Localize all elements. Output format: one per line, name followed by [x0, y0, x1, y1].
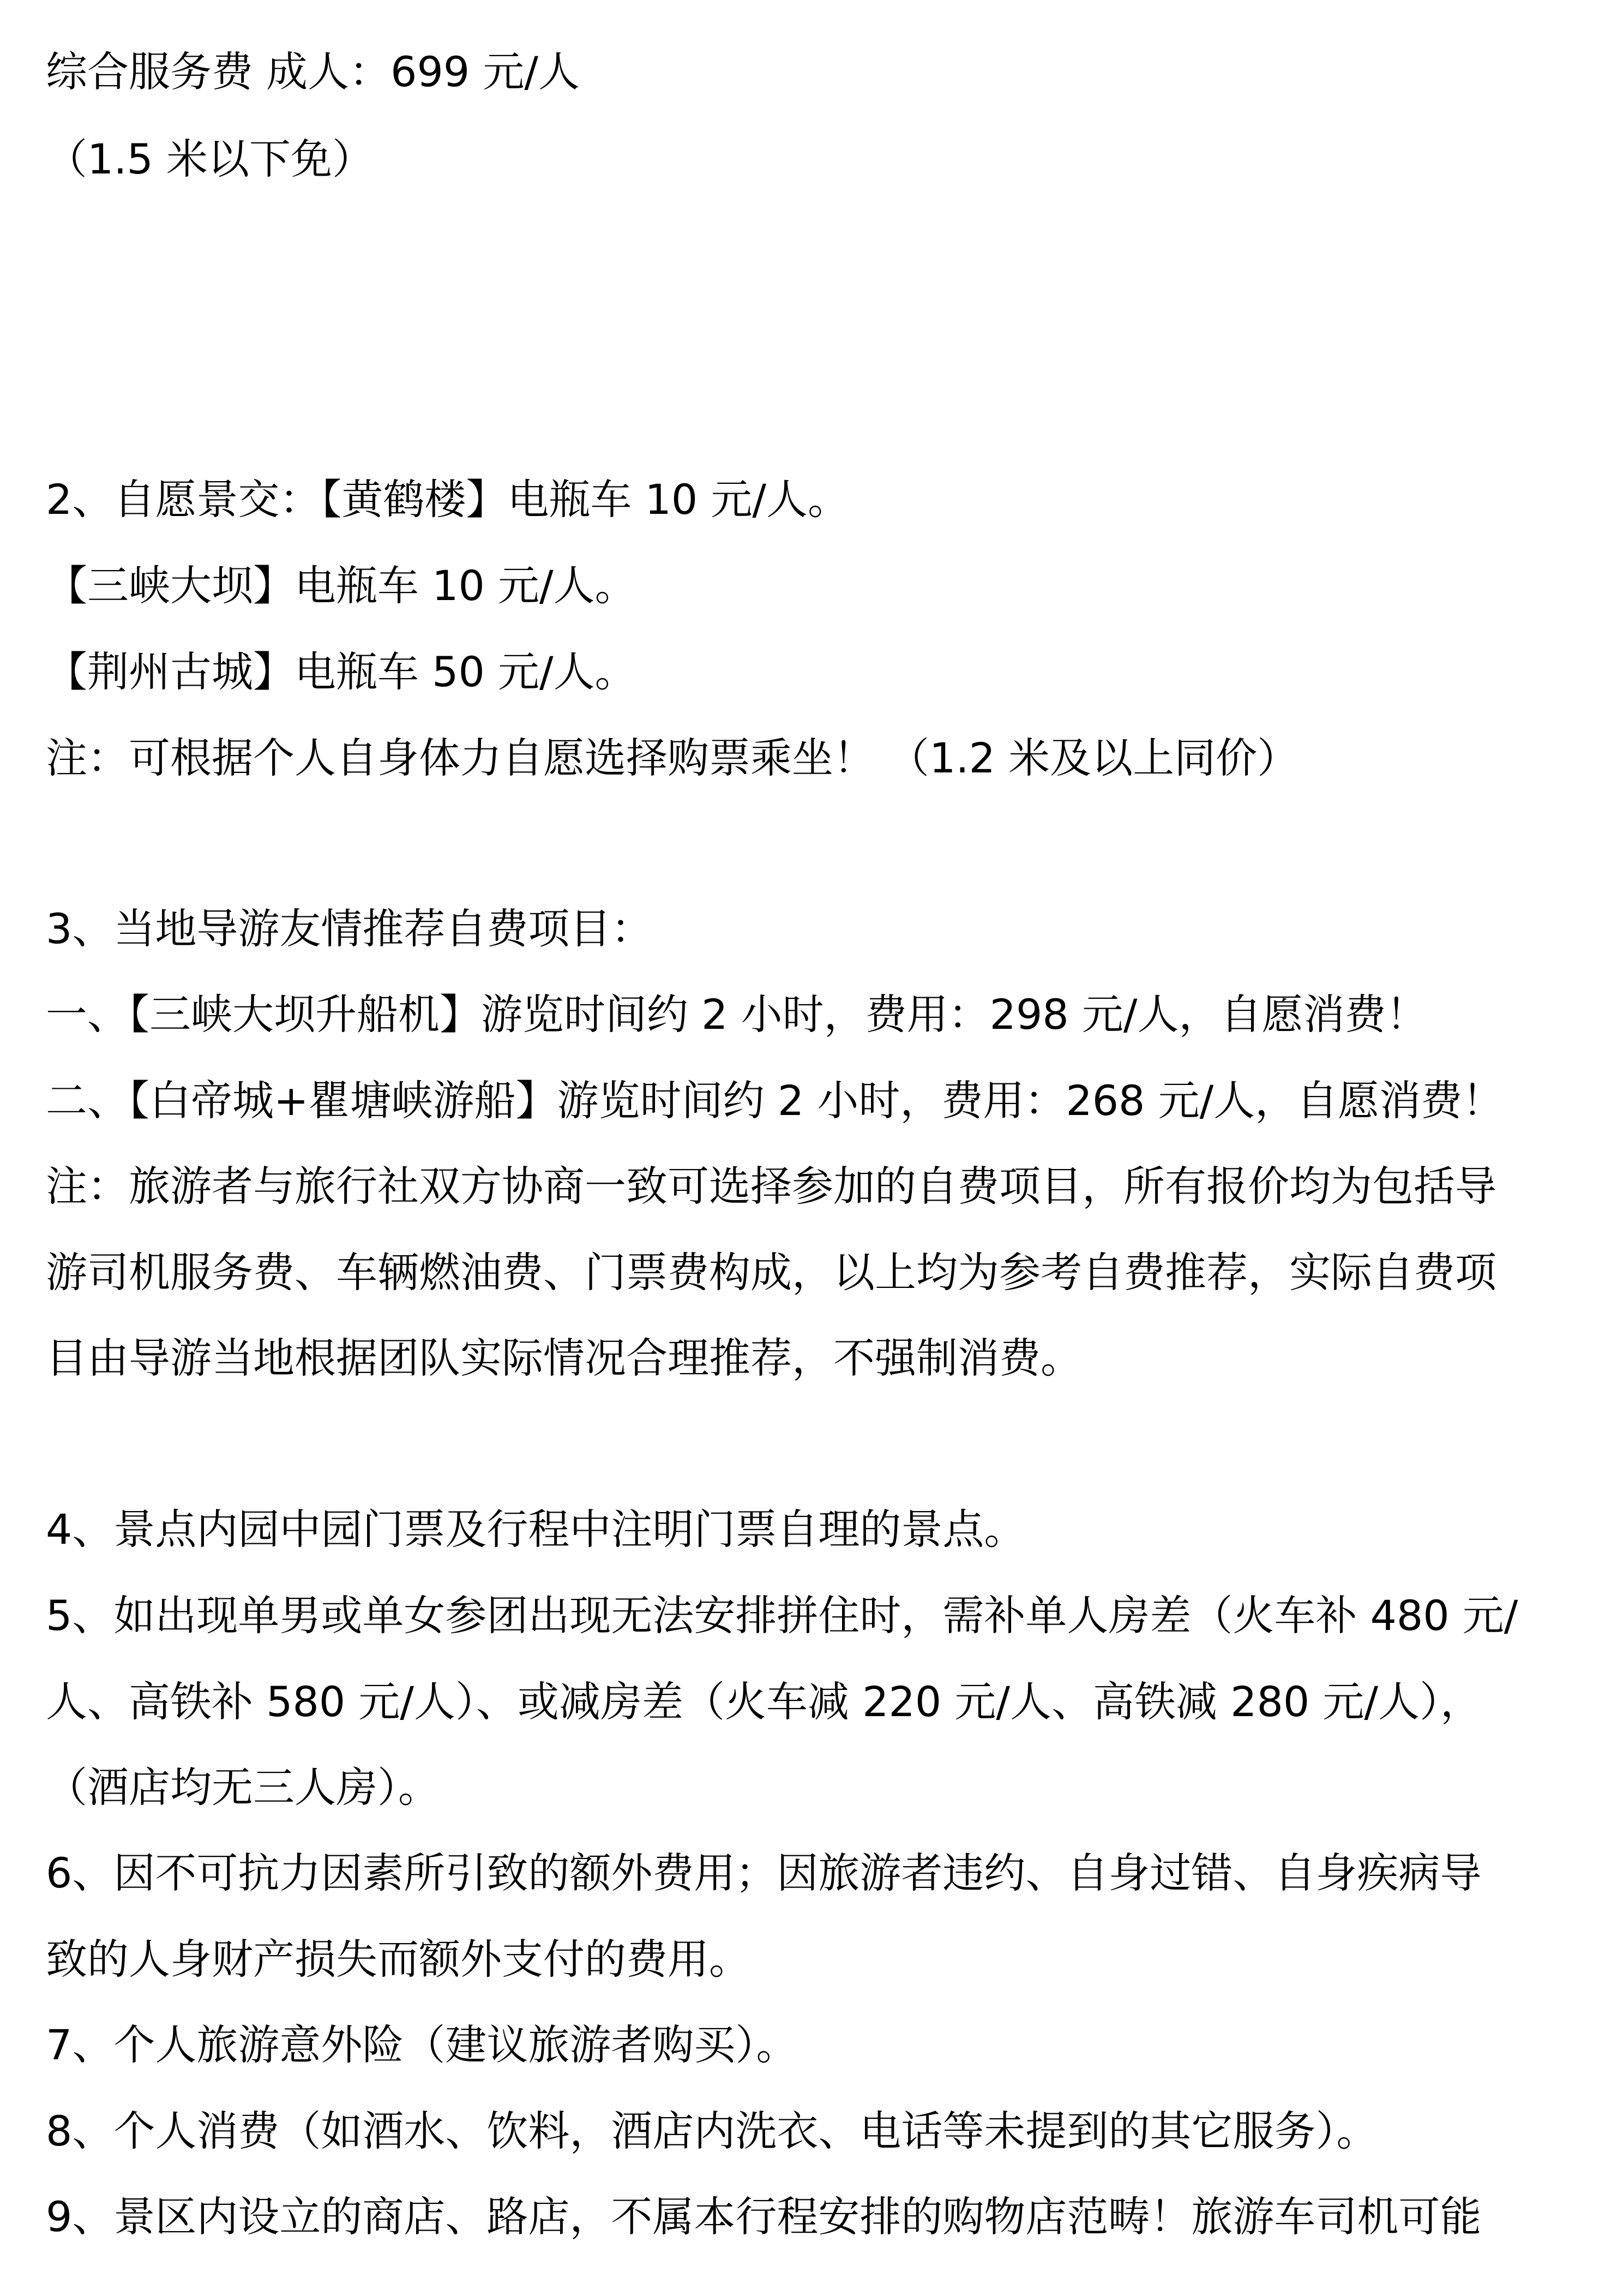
item-7: 7、个人旅游意外险（建议旅游者购买）。 — [46, 2021, 798, 2069]
item-5-line-3: （酒店均无三人房）。 — [46, 1763, 440, 1812]
item-3-option-1: 一、【三峡大坝升船机】游览时间约 2 小时，费用：298 元/人，自愿消费！ — [46, 990, 1428, 1039]
item-2-heading: 2、自愿景交：【黄鹤楼】电瓶车 10 元/人。 — [46, 475, 849, 524]
item-4: 4、景点内园中园门票及行程中注明门票自理的景点。 — [46, 1505, 1026, 1554]
item-8: 8、个人消费（如酒水、饮料，酒店内洗衣、电话等未提到的其它服务）。 — [46, 2107, 1378, 2155]
item-3-note-line-1: 注：旅游者与旅行社双方协商一致可选择参加的自费项目，所有报价均为包括导 — [46, 1162, 1496, 1210]
service-fee-line: 综合服务费 成人：699 元/人 — [46, 47, 580, 96]
item-3-heading: 3、当地导游友情推荐自费项目： — [46, 904, 653, 953]
item-3-note-line-3: 目由导游当地根据团队实际情况合理推荐，不强制消费。 — [46, 1334, 1082, 1382]
item-6-line-1: 6、因不可抗力因素所引致的额外费用；因旅游者违约、自身过错、自身疾病导 — [46, 1849, 1482, 1897]
item-2-sanxia: 【三峡大坝】电瓶车 10 元/人。 — [46, 561, 636, 610]
service-fee-note: （1.5 米以下免） — [46, 135, 374, 183]
item-5-line-1: 5、如出现单男或单女参团出现无法安排拼住时，需补单人房差（火车补 480 元/ — [46, 1591, 1518, 1640]
item-3-option-2: 二、【白帝城+瞿塘峡游船】游览时间约 2 小时，费用：268 元/人，自愿消费！ — [46, 1076, 1504, 1125]
item-3-note-line-2: 游司机服务费、车辆燃油费、门票费构成，以上均为参考自费推荐，实际自费项 — [46, 1248, 1496, 1297]
item-9-line-1: 9、景区内设立的商店、路店，不属本行程安排的购物店范畴！旅游车司机可能 — [46, 2192, 1482, 2241]
item-6-line-2: 致的人身财产损失而额外支付的费用。 — [46, 1935, 750, 1983]
item-5-line-2: 人、高铁补 580 元/人）、或减房差（火车减 220 元/人、高铁减 280 元/人）， — [46, 1677, 1482, 1726]
item-2-jingzhou: 【荆州古城】电瓶车 50 元/人。 — [46, 648, 636, 696]
item-2-note: 注：可根据个人自身体力自愿选择购票乘坐！ （1.2 米及以上同价） — [46, 734, 1299, 782]
